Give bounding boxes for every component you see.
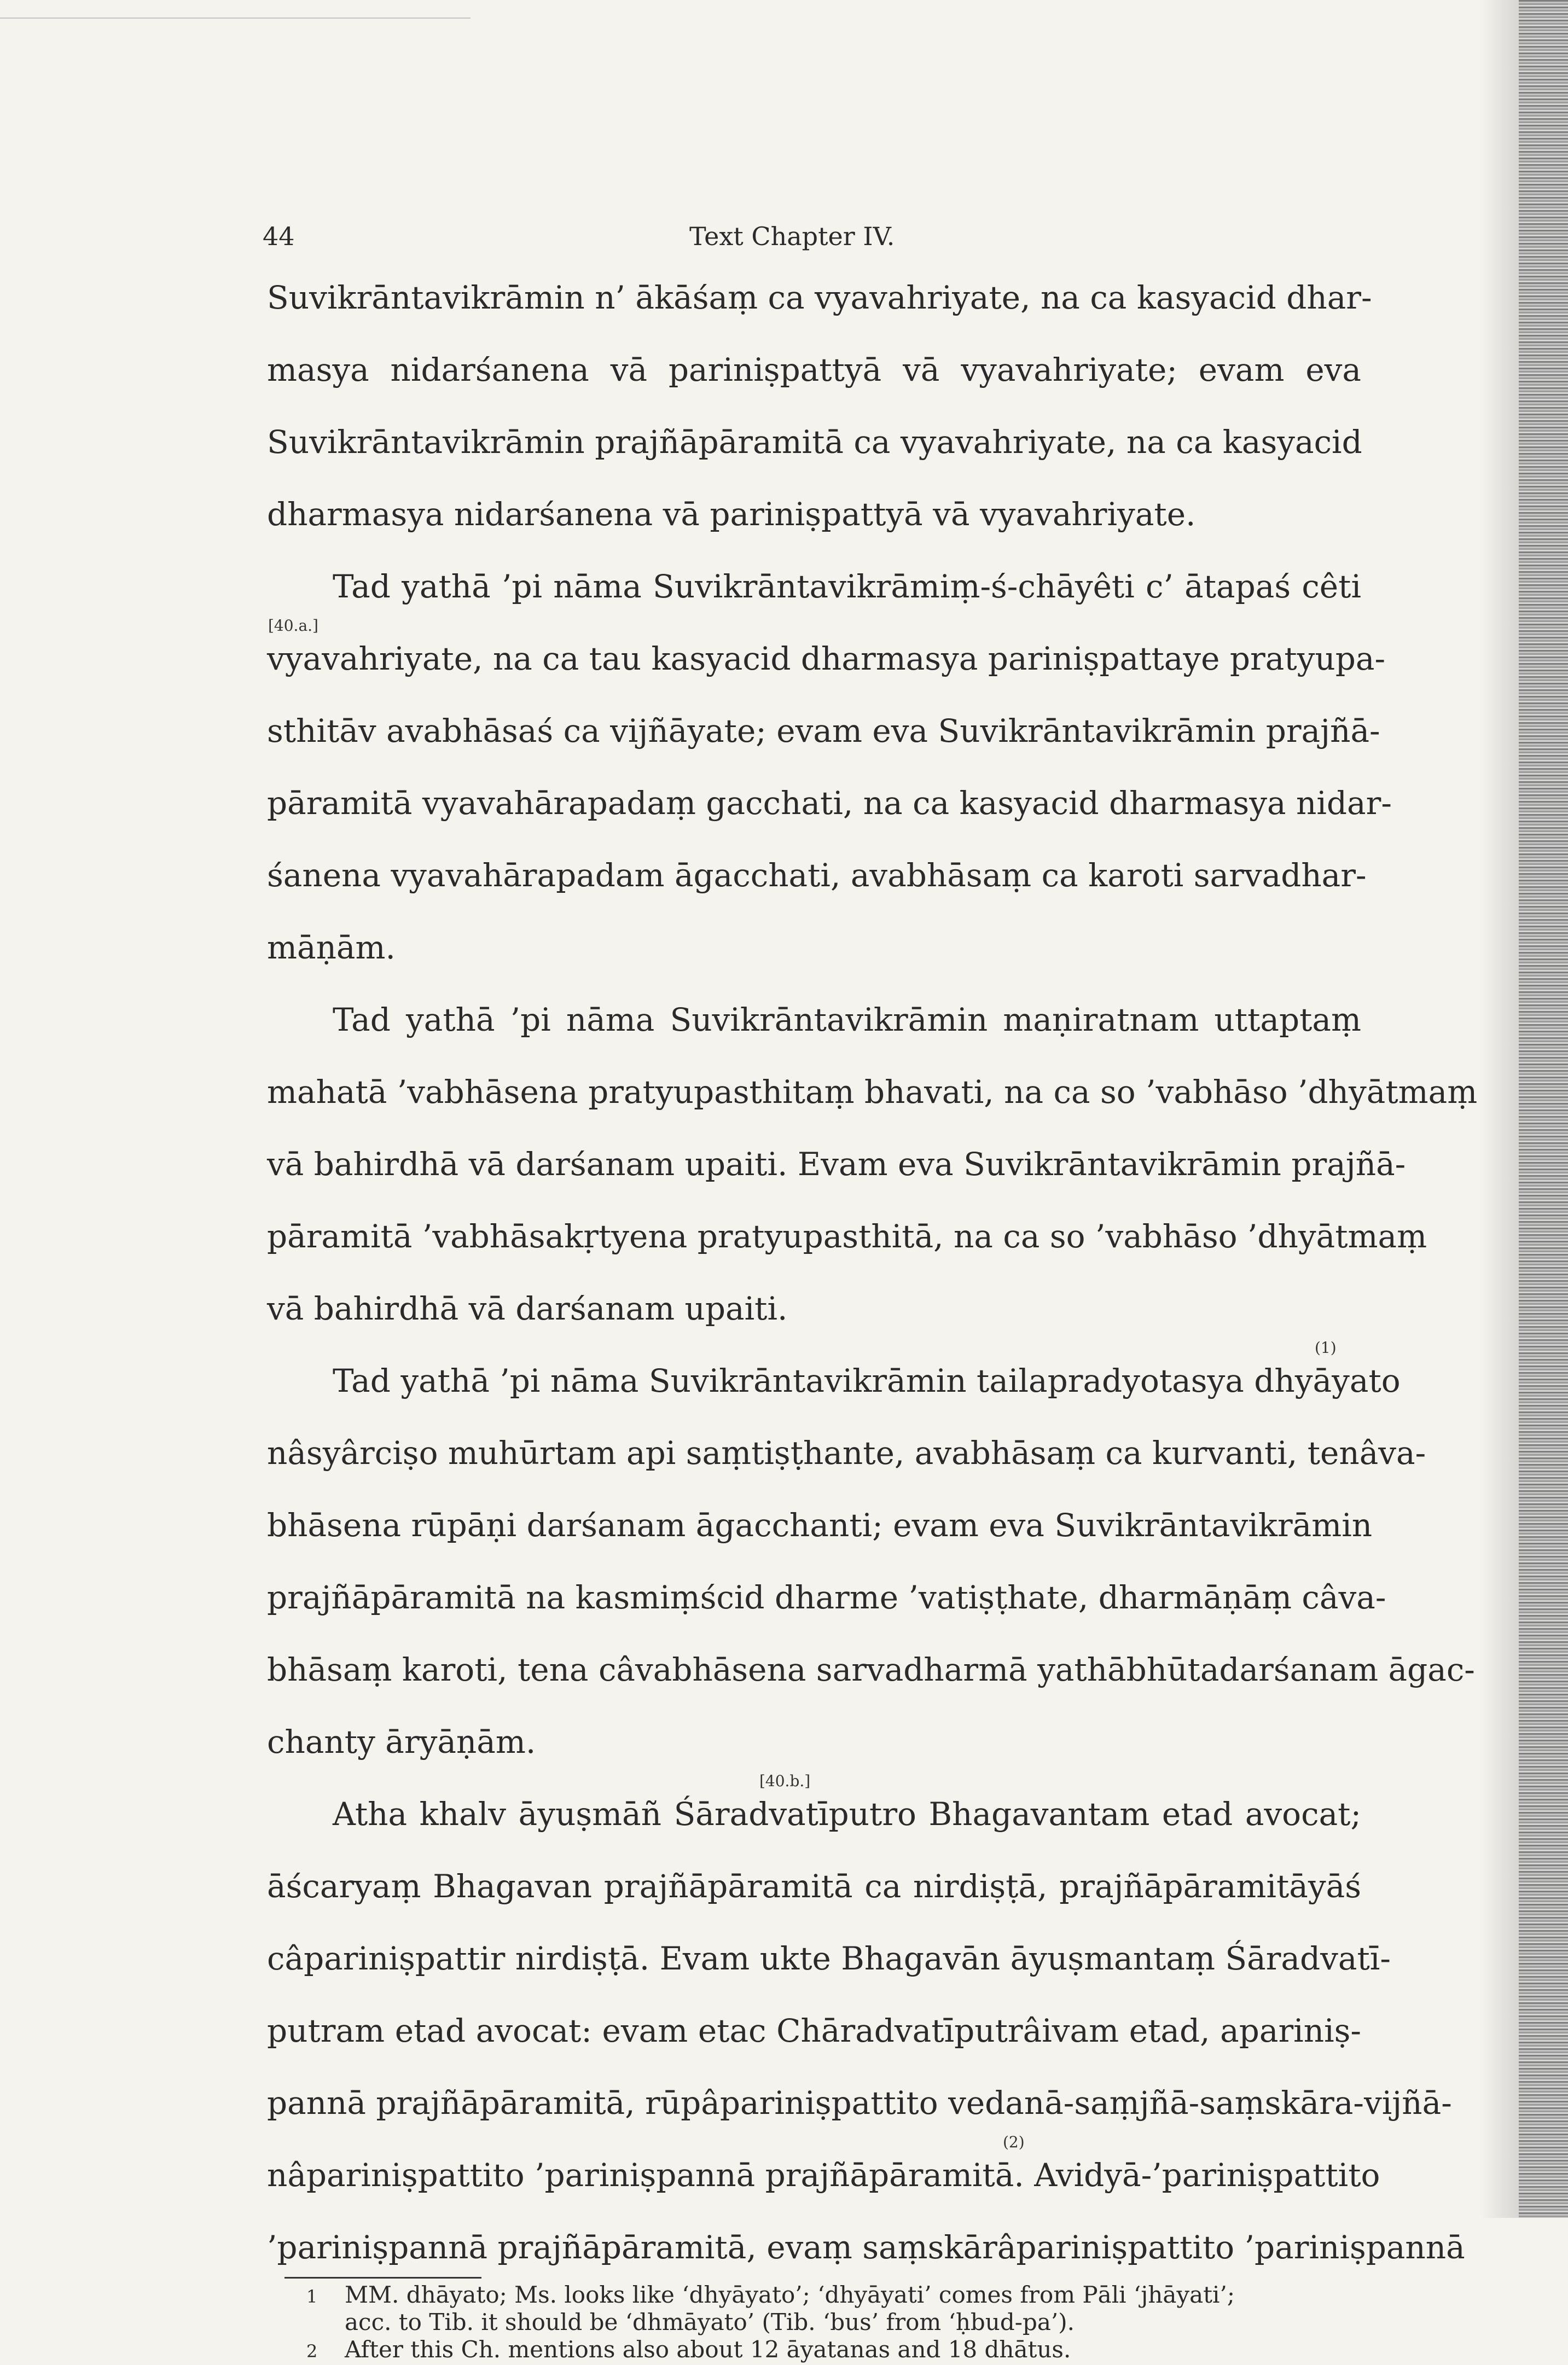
text-line: māṇām. xyxy=(267,929,396,966)
folio-marker: [40.b.] xyxy=(759,1772,811,1790)
text-line: sthitāv avabhāsaś ca vijñāyate; evam eva Suvikrāntavikrāmin prajñā- xyxy=(267,712,1380,749)
text-line: chanty āryāṇām. xyxy=(267,1723,536,1760)
footnote-ref-1: (1) xyxy=(1315,1339,1337,1357)
footnote-number: 1 xyxy=(306,2286,318,2307)
footnote xyxy=(306,2309,1357,2336)
running-title: Text Chapter IV. xyxy=(689,222,895,251)
text-line: ’pariniṣpannā prajñāpāramitā, evaṃ saṃskārâpariniṣpattito ’pariniṣpannā xyxy=(267,2229,1465,2266)
text-line: putram etad avocat: evam etac Chāradvatīputrâivam etad, apariniṣ- xyxy=(267,2012,1361,2049)
text-line: nâpariniṣpattito ’pariniṣpannā prajñāpāramitā. Avidyā-’pariniṣpattito xyxy=(267,2157,1380,2194)
text-line: nâsyârciṣo muhūrtam api saṃtiṣṭhante, avabhāsaṃ ca kurvanti, tenâva- xyxy=(267,1434,1426,1472)
text-line: câpariniṣpattir nirdiṣṭā. Evam ukte Bhagavān āyuṣmantaṃ Śāradvatī- xyxy=(267,1940,1391,1977)
text-line: bhāsaṃ karoti, tena câvabhāsena sarvadharmā yathābhūtadarśanam āgac- xyxy=(267,1651,1475,1688)
footnote-number: 2 xyxy=(306,2341,318,2362)
text-line: vā bahirdhā vā darśanam upaiti. Evam eva Suvikrāntavikrāmin prajñā- xyxy=(267,1146,1406,1183)
text-line: Suvikrāntavikrāmin n’ ākāśaṃ ca vyavahriyate, na ca kasyacid dhar- xyxy=(267,279,1372,316)
book-spine-edge xyxy=(1519,0,1568,2218)
footnote-text: acc. to Tib. it should be ‘dhmāyato’ (Tib. ‘bus’ from ‘ḥbud-pa’). xyxy=(345,2309,1075,2335)
text-line: Suvikrāntavikrāmin prajñāpāramitā ca vyavahriyate, na ca kasyacid xyxy=(267,423,1362,461)
footnotes xyxy=(306,2281,1357,2363)
text-line: Tad yathā ’pi nāma Suvikrāntavikrāmin tailapradyotasya dhyāyato xyxy=(333,1362,1401,1399)
text-line: vyavahriyate, na ca tau kasyacid dharmasya pariniṣpattaye pratyupa- xyxy=(267,640,1386,677)
text-line: pāramitā ’vabhāsakṛtyena pratyupasthitā, na ca so ’vabhāso ’dhyātmaṃ xyxy=(267,1218,1427,1255)
text-line: pāramitā vyavahārapadaṃ gacchati, na ca kasyacid dharmasya nidar- xyxy=(267,785,1392,822)
page-header xyxy=(263,222,1384,265)
text-line: Tad yathā ’pi nāma Suvikrāntavikrāmiṃ-ś-chāyêti c’ ātapaś cêti xyxy=(333,568,1361,605)
footnote xyxy=(306,2281,1357,2309)
text-line: āścaryaṃ Bhagavan prajñāpāramitā ca nirdiṣṭā, prajñāpāramitāyāś xyxy=(267,1868,1361,1905)
footnote xyxy=(306,2336,1357,2363)
footnote-rule xyxy=(284,2277,481,2279)
text-line: śanena vyavahārapadam āgacchati, avabhāsaṃ ca karoti sarvadhar- xyxy=(267,857,1367,894)
folio-marker: [40.a.] xyxy=(268,617,318,635)
page-number: 44 xyxy=(263,222,295,251)
text-line: dharmasya nidarśanena vā pariniṣpattyā vā vyavahriyate. xyxy=(267,496,1196,533)
text-line: Atha khalv āyuṣmāñ Śāradvatīputro Bhagavantam etad avocat; xyxy=(333,1795,1361,1833)
footnote-ref-2: (2) xyxy=(1003,2133,1025,2151)
text-line: bhāsena rūpāṇi darśanam āgacchanti; evam eva Suvikrāntavikrāmin xyxy=(267,1507,1373,1544)
text-line: vā bahirdhā vā darśanam upaiti. xyxy=(267,1290,788,1327)
text-line: Tad yathā ’pi nāma Suvikrāntavikrāmin maṇiratnam uttaptaṃ xyxy=(333,1001,1361,1038)
text-line: mahatā ’vabhāsena pratyupasthitaṃ bhavati, na ca so ’vabhāso ’dhyātmaṃ xyxy=(267,1073,1478,1111)
top-scan-line xyxy=(0,18,471,19)
body-text xyxy=(267,262,1478,2283)
text-line: masya nidarśanena vā pariniṣpattyā vā vyavahriyate; evam eva xyxy=(267,351,1361,388)
text-line: pannā prajñāpāramitā, rūpâpariniṣpattito vedanā-saṃjñā-saṃskāra-vijñā- xyxy=(267,2084,1452,2122)
footnote-text: After this Ch. mentions also about 12 āyatanas and 18 dhātus. xyxy=(345,2336,1071,2363)
footnote-text: MM. dhāyato; Ms. looks like ‘dhyāyato’; ‘dhyāyati’ comes from Pāli ‘jhāyati’; xyxy=(345,2281,1235,2308)
text-line: prajñāpāramitā na kasmiṃścid dharme ’vatiṣṭhate, dharmāṇāṃ câva- xyxy=(267,1579,1386,1616)
page-edge-shadow xyxy=(1480,0,1519,2218)
